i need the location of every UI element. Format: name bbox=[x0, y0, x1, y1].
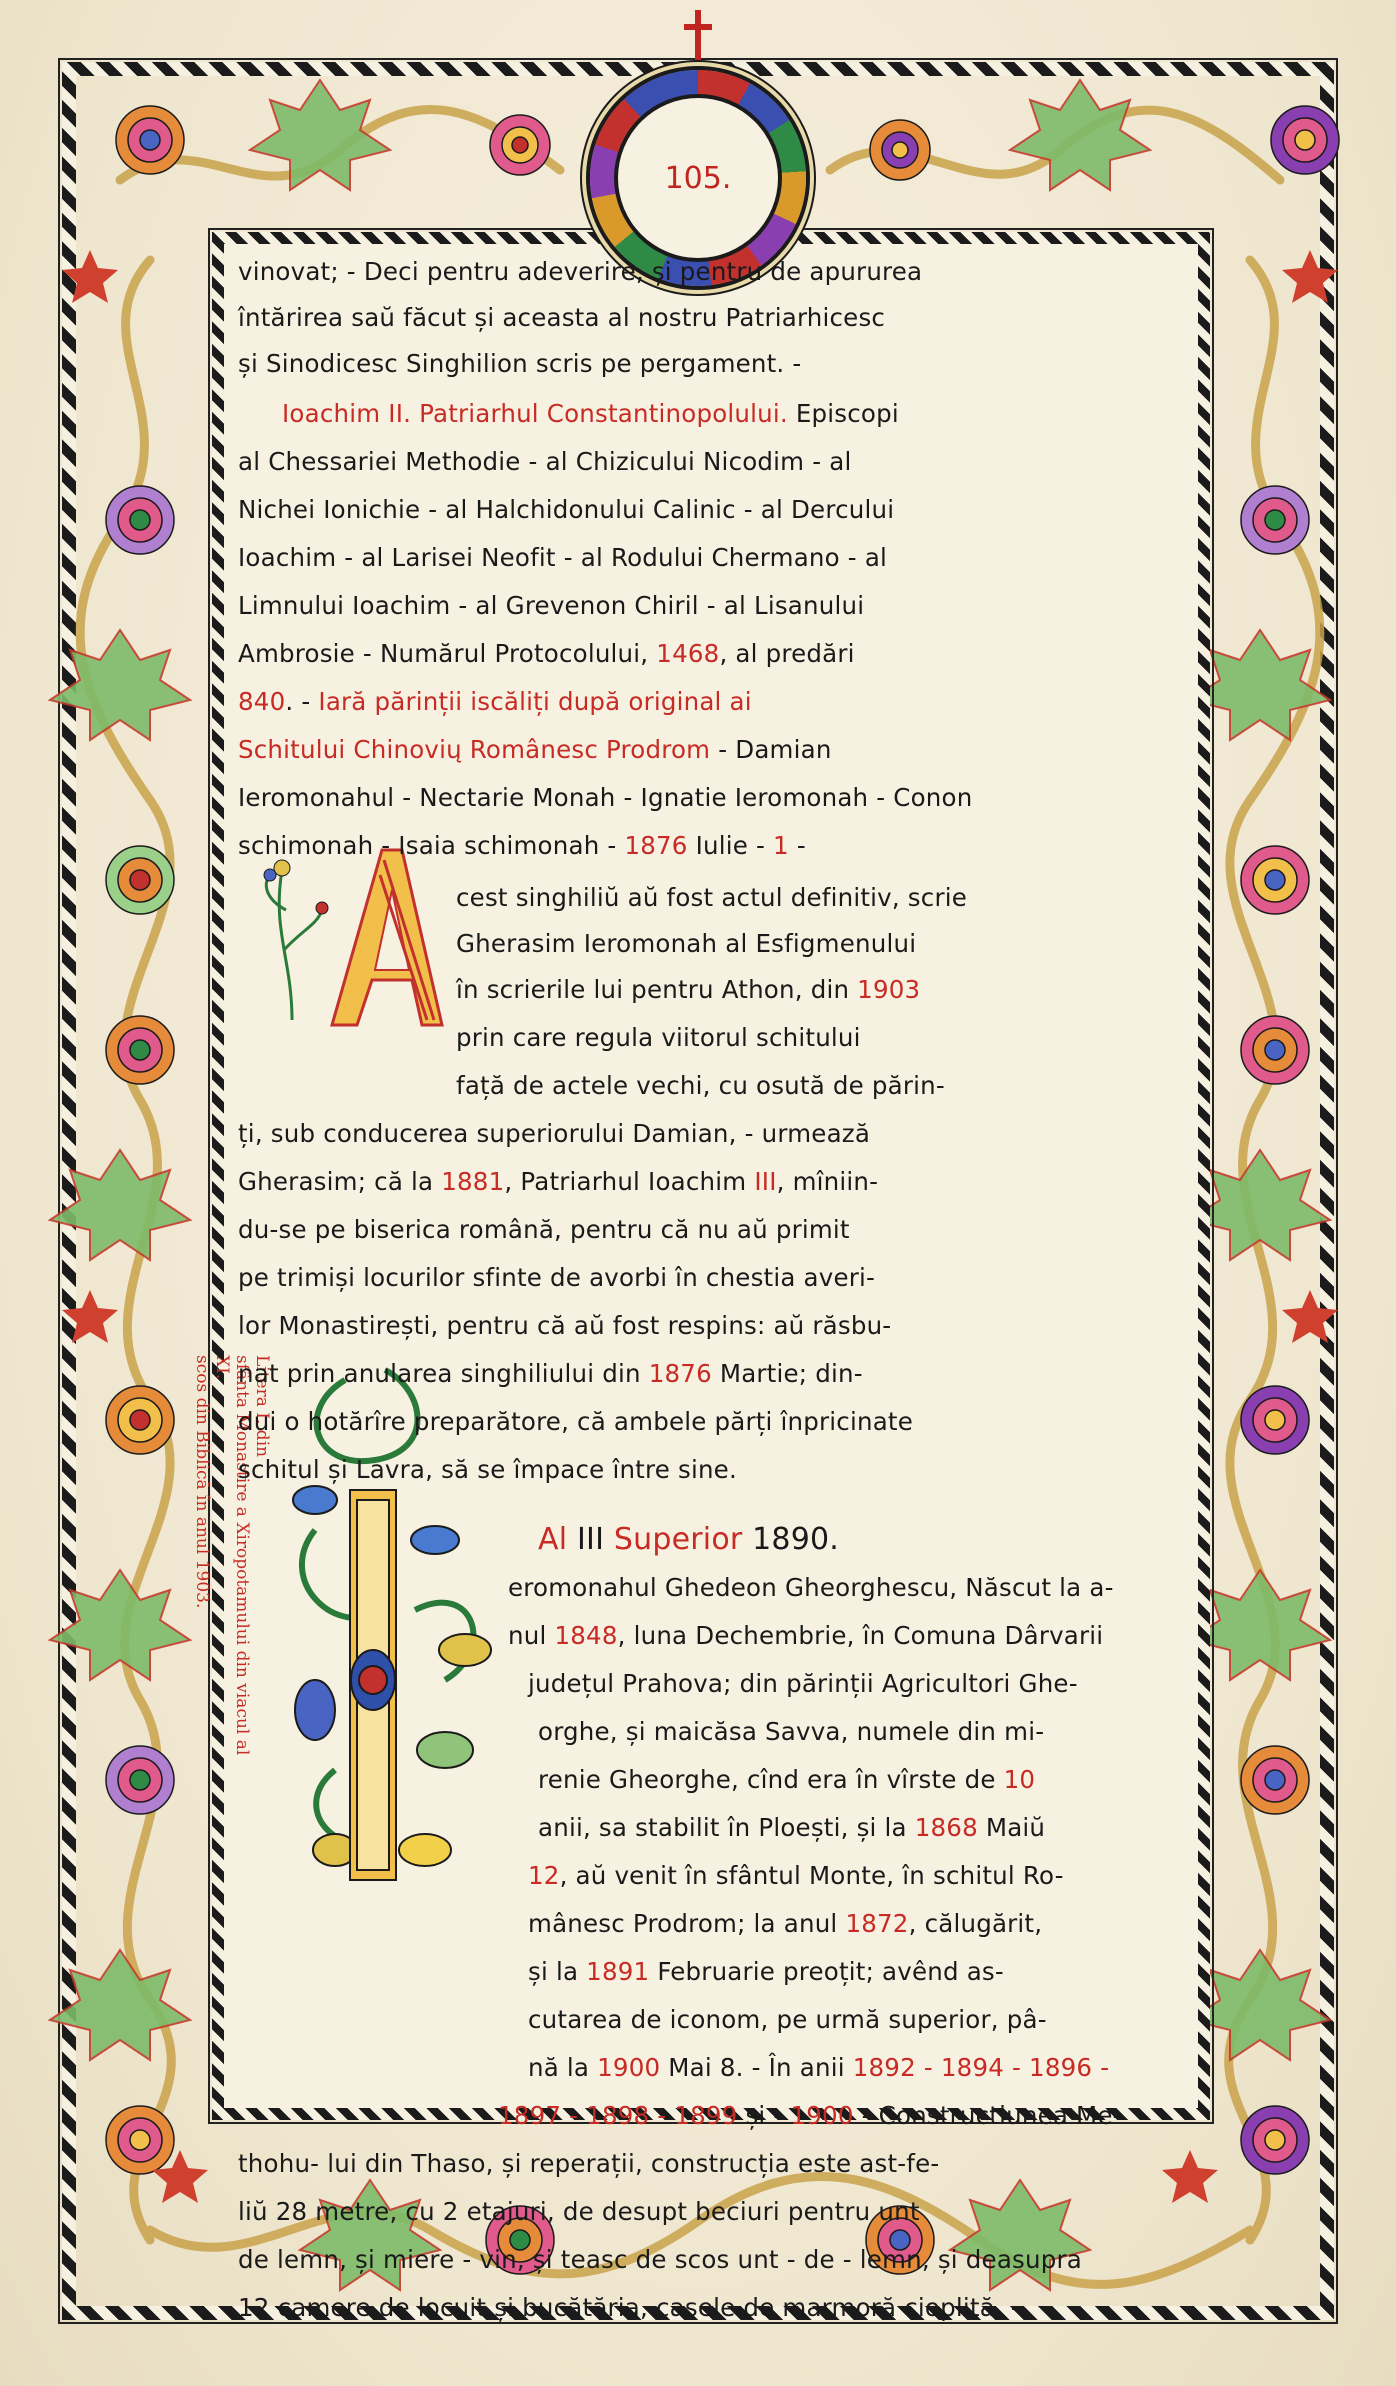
rubric-text: Schitului Chinovių Românesc Prodrom bbox=[238, 735, 711, 764]
rubric-text: 1876 bbox=[624, 831, 688, 860]
body-text: schitul și Lavra, să se împace între sine. bbox=[238, 1455, 737, 1484]
text-line bbox=[538, 1760, 1035, 1800]
body-text: renie Gheorghe, cînd era în vîrste de bbox=[538, 1765, 1004, 1794]
rubric-text: 1876 bbox=[648, 1359, 712, 1388]
body-text: Nichei Ionichie - al Halchidonului Calinic - al Dercului bbox=[238, 495, 895, 524]
body-text: Martie; din- bbox=[711, 1359, 863, 1388]
body-text: nă la bbox=[528, 2053, 598, 2082]
body-text: . - bbox=[285, 687, 319, 716]
text-line bbox=[238, 2240, 1082, 2280]
text-line bbox=[238, 1114, 870, 1154]
body-text: Mai 8. - În anii bbox=[660, 2053, 853, 2082]
text-line bbox=[538, 1808, 1045, 1848]
body-text: lor Monastirești, pentru că aŭ fost respins: aŭ răsbu- bbox=[238, 1311, 892, 1340]
body-text: vinovat; - Deci pentru adeverire, și pentru de apururea bbox=[238, 257, 923, 286]
rubric-text: 1 bbox=[773, 831, 789, 860]
side-note-line: Litera I. din bbox=[252, 1355, 272, 1458]
rubric-text: 10 bbox=[1003, 1765, 1036, 1794]
body-text: - bbox=[788, 831, 806, 860]
text-line bbox=[456, 878, 967, 918]
text-line bbox=[238, 1162, 878, 1202]
rubric-text: 1891 bbox=[586, 1957, 650, 1986]
rubric-text: 1848 bbox=[554, 1621, 618, 1650]
text-line bbox=[238, 490, 894, 530]
body-text: III bbox=[577, 1522, 614, 1557]
body-text: eromonahul Ghedeon Gheorghescu, Născut la a- bbox=[508, 1573, 1114, 1602]
body-text: , luna Dechembrie, în Comuna Dârvarii bbox=[617, 1621, 1104, 1650]
text-line bbox=[528, 1952, 1004, 1992]
side-note-line: scos din Biblică în anul 1903. bbox=[192, 1355, 212, 1609]
body-text: , călugărit, bbox=[908, 1909, 1043, 1938]
body-text: și Sinodicesc Singhilion scris pe pergament. - bbox=[238, 349, 802, 378]
body-text: 1890. bbox=[742, 1522, 840, 1557]
rubric-text: 1897 - 1898 - 1899 bbox=[498, 2101, 738, 2130]
text-line bbox=[528, 1856, 1064, 1896]
body-text: Februarie preoțit; avênd as- bbox=[649, 1957, 1004, 1986]
body-text: orghe, și maicăsa Savva, numele din mi- bbox=[538, 1717, 1045, 1746]
text-line bbox=[456, 970, 920, 1010]
body-text: Limnului Ioachim - al Grevenon Chiril - al Lisanului bbox=[238, 591, 865, 620]
text-line bbox=[238, 1210, 850, 1250]
rubric-text: 1468 bbox=[656, 639, 720, 668]
body-text: cest singhiliŭ aŭ fost actul definitiv, scrie bbox=[456, 883, 967, 912]
body-text: , Patriarhul Ioachim bbox=[504, 1167, 755, 1196]
text-line bbox=[238, 1354, 863, 1394]
text-line bbox=[538, 1712, 1044, 1752]
rubric-text: 1868 bbox=[914, 1813, 978, 1842]
text-line bbox=[238, 2192, 920, 2232]
body-text: nul bbox=[508, 1621, 555, 1650]
page-number: 105. bbox=[664, 160, 732, 196]
body-text: Ioachim - al Larisei Neofit - al Rodului Chermano - al bbox=[238, 543, 888, 572]
body-text: întărirea saŭ făcut și aceasta al nostru Patriarhicesc bbox=[238, 303, 886, 332]
text-line bbox=[456, 924, 916, 964]
body-text: și - bbox=[737, 2101, 791, 2130]
body-text: - Constructiunea Me- bbox=[853, 2101, 1122, 2130]
body-text: Ambrosie - Numărul Protocolului, bbox=[238, 639, 657, 668]
body-text: schimonah - Isaia schimonah - bbox=[238, 831, 625, 860]
rubric-text: Ioachim II. Patriarhul Constantinopolului. bbox=[282, 399, 788, 428]
text-line bbox=[528, 1664, 1078, 1704]
body-text: Gherasim; că la bbox=[238, 1167, 442, 1196]
body-text: și la bbox=[528, 1957, 587, 1986]
text-line bbox=[238, 682, 752, 722]
body-text: cutarea de iconom, pe urmă superior, pâ- bbox=[528, 2005, 1047, 2034]
text-line bbox=[528, 2000, 1047, 2040]
body-text: față de actele vechi, cu osută de părin- bbox=[456, 1071, 945, 1100]
body-text: , al predări bbox=[719, 639, 855, 668]
text-line bbox=[238, 442, 852, 482]
body-text: , aŭ venit în sfântul Monte, în schitul Ro- bbox=[559, 1861, 1064, 1890]
text-line bbox=[238, 826, 806, 866]
body-text: mânesc Prodrom; la anul bbox=[528, 1909, 846, 1938]
rubric-text: Iară părinții iscăliți după original ai bbox=[318, 687, 752, 716]
rubric-text: 1900 bbox=[597, 2053, 661, 2082]
text-line bbox=[528, 1904, 1042, 1944]
text-line bbox=[456, 1018, 861, 1058]
text-line bbox=[456, 1066, 945, 1106]
body-text: - Damian bbox=[710, 735, 832, 764]
body-text: liŭ 28 metre, cu 2 etajuri, de desupt beciuri pentru unt bbox=[238, 2197, 920, 2226]
text-line bbox=[238, 2288, 1020, 2328]
text-line bbox=[508, 1568, 1114, 1608]
body-text: Episcopi bbox=[787, 399, 899, 428]
body-text: Maiŭ bbox=[977, 1813, 1046, 1842]
text-line bbox=[508, 1616, 1103, 1656]
text-line bbox=[528, 2048, 1109, 2088]
rubric-text: 1872 bbox=[845, 1909, 909, 1938]
text-line bbox=[538, 1520, 839, 1560]
rubric-text: 12 bbox=[528, 1861, 560, 1890]
side-note-line: sfânta Monastire a Xiropotamului din viacul al XI. bbox=[212, 1355, 252, 1756]
text-line bbox=[238, 778, 972, 818]
rubric-text: Al bbox=[538, 1522, 577, 1557]
rubric-text: III bbox=[754, 1167, 777, 1196]
text-line bbox=[282, 394, 899, 434]
manuscript-text bbox=[238, 257, 1188, 2322]
body-text: ți, sub conducerea superiorului Damian, - urmează bbox=[238, 1119, 871, 1148]
text-line bbox=[238, 538, 887, 578]
rubric-text: 840 bbox=[238, 687, 286, 716]
text-line bbox=[238, 298, 885, 338]
body-text: prin care regula viitorul schitului bbox=[456, 1023, 861, 1052]
text-line bbox=[238, 586, 864, 626]
body-text: anii, sa stabilit în Ploești, și la bbox=[538, 1813, 915, 1842]
body-text: thohu- lui din Thaso, și reperații, construcția este ast-fe- bbox=[238, 2149, 940, 2178]
body-text: , mîniin- bbox=[776, 1167, 879, 1196]
rubric-text: 1900 bbox=[790, 2101, 854, 2130]
body-text: pe trimiși locurilor sfinte de avorbi în chestia averi- bbox=[238, 1263, 876, 1292]
body-text: du-se pe biserica română, pentru că nu aŭ primit bbox=[238, 1215, 850, 1244]
text-line bbox=[238, 1402, 913, 1442]
rubric-text: Superior bbox=[613, 1522, 743, 1557]
body-text: în scrierile lui pentru Athon, din bbox=[456, 975, 858, 1004]
body-text: nat prin anularea singhiliului din bbox=[238, 1359, 649, 1388]
text-line bbox=[238, 730, 832, 770]
text-line bbox=[498, 2096, 1122, 2136]
cross-icon bbox=[684, 10, 712, 66]
rubric-text: 1892 - 1894 - 1896 - bbox=[852, 2053, 1110, 2082]
body-text: județul Prahova; din părinții Agricultori Ghe- bbox=[528, 1669, 1078, 1698]
body-text: dui o hotărîre preparătore, că ambele părți înpricinate bbox=[238, 1407, 914, 1436]
body-text: Iulie - bbox=[687, 831, 774, 860]
text-line bbox=[238, 1258, 875, 1298]
text-line bbox=[238, 252, 922, 292]
medallion-center bbox=[618, 98, 778, 258]
text-line bbox=[238, 344, 801, 384]
body-text: Ieromonahul - Nectarie Monah - Ignatie Ieromonah - Conon bbox=[238, 783, 973, 812]
rubric-text: 1881 bbox=[441, 1167, 505, 1196]
text-line bbox=[238, 1306, 891, 1346]
text-line bbox=[238, 2144, 939, 2184]
text-line bbox=[238, 1450, 737, 1490]
body-text: al Chessariei Methodie - al Chizicului Nicodim - al bbox=[238, 447, 852, 476]
rubric-text: 1903 bbox=[857, 975, 921, 1004]
body-text: 12 camere de locuit și bucătăria, casele de marmoră cioplită, - bbox=[238, 2293, 1020, 2322]
body-text: de lemn, și miere - vin, și teasc de scos unt - de - lemn, și deasupra bbox=[238, 2245, 1082, 2274]
text-line bbox=[238, 634, 855, 674]
body-text: Gherasim Ieromonah al Esfigmenului bbox=[456, 929, 917, 958]
